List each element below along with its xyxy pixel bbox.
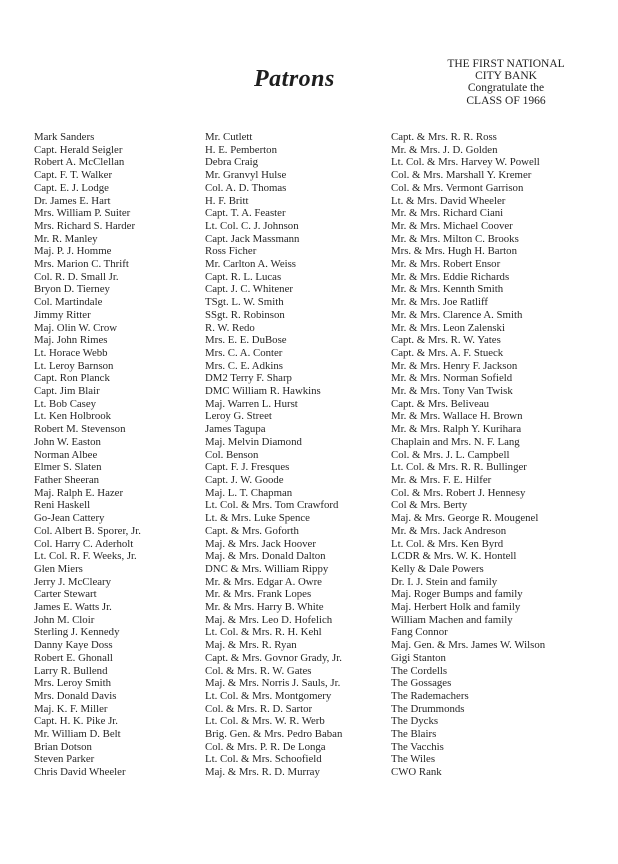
patron-name: Lt. Col. C. J. Johnson bbox=[205, 219, 299, 232]
sponsor-note-line: CITY BANK bbox=[475, 70, 537, 83]
patron-name: Capt. F. T. Walker bbox=[34, 169, 113, 182]
patron-name: Mr. & Mrs. J. D. Golden bbox=[391, 143, 498, 156]
patron-name: Capt. Herald Seigler bbox=[34, 143, 123, 156]
patron-name: Col. Albert B. Sporer, Jr. bbox=[34, 524, 141, 537]
sponsor-note-line: CLASS OF 1966 bbox=[466, 94, 546, 107]
patron-name: Maj. & Mrs. Leo D. Hofelich bbox=[205, 613, 333, 626]
patron-name: Brig. Gen. & Mrs. Pedro Baban bbox=[205, 728, 343, 741]
patron-name: Mr. & Mrs. Joe Ratliff bbox=[391, 296, 488, 309]
patron-name: H. E. Pemberton bbox=[205, 143, 277, 156]
patron-name: Mr. R. Manley bbox=[34, 232, 98, 245]
patron-name: Capt. R. L. Lucas bbox=[205, 270, 282, 283]
patron-name: Mr. & Mrs. Richard Ciani bbox=[391, 207, 504, 220]
patron-name: Mr. & Mrs. Tony Van Twisk bbox=[391, 385, 513, 398]
patron-name: Mr. Carlton A. Weiss bbox=[205, 258, 297, 271]
patron-name: Lt. Col. & Mrs. Ken Byrd bbox=[391, 537, 504, 550]
patron-name: Fang Connor bbox=[391, 626, 448, 639]
patron-name: John W. Easton bbox=[34, 435, 101, 448]
patron-name: Col. Martindale bbox=[34, 296, 103, 309]
patron-name: DM2 Terry F. Sharp bbox=[205, 372, 292, 385]
patron-name: Dr. James E. Hart bbox=[34, 194, 111, 207]
patron-name: Lt. Bob Casey bbox=[34, 397, 97, 410]
patron-name: Maj. John Rimes bbox=[34, 334, 108, 347]
patron-name: Mrs. William P. Suiter bbox=[34, 207, 131, 220]
patron-name: Kelly & Dale Powers bbox=[391, 562, 484, 575]
patron-name: Mr. & Mrs. Eddie Richards bbox=[391, 270, 510, 283]
patron-name: Capt. Ron Planck bbox=[34, 372, 110, 385]
patron-name: Robert M. Stevenson bbox=[34, 423, 126, 436]
patron-name: Father Sheeran bbox=[34, 473, 100, 486]
patron-name: Chris David Wheeler bbox=[34, 766, 126, 779]
patron-name: Lt. Ken Holbrook bbox=[34, 410, 112, 423]
patron-name: Mr. Granvyl Hulse bbox=[205, 169, 287, 182]
patron-name: Capt. H. K. Pike Jr. bbox=[34, 715, 118, 728]
page-title: Patrons bbox=[254, 66, 335, 92]
patron-name: Lt. Col. & Mrs. Montgomery bbox=[205, 689, 332, 702]
patron-name: Col. & Mrs. R. W. Gates bbox=[205, 664, 312, 677]
patron-name: Lt. & Mrs. Luke Spence bbox=[205, 512, 310, 525]
patron-name: Larry R. Bullend bbox=[34, 664, 108, 677]
patron-name: Mr. & Mrs. Norman Sofield bbox=[391, 372, 513, 385]
patron-name: Gigi Stanton bbox=[391, 651, 446, 664]
patron-name: Maj. & Mrs. Donald Dalton bbox=[205, 550, 326, 563]
sponsor-note-line: Congratulate the bbox=[467, 82, 545, 95]
patron-name: Mrs. C. E. Adkins bbox=[205, 359, 283, 372]
patron-name: Steven Parker bbox=[34, 753, 95, 766]
patron-name: Ross Ficher bbox=[205, 245, 257, 258]
patron-name: Capt. J. W. Goode bbox=[205, 473, 284, 486]
patron-name: DMC William R. Hawkins bbox=[205, 385, 321, 398]
patron-name: Reni Haskell bbox=[34, 499, 91, 512]
patron-name: Capt. & Mrs. Govnor Grady, Jr. bbox=[205, 651, 342, 664]
patron-name: Mr. & Mrs. Michael Coover bbox=[391, 219, 513, 232]
patron-list-column-1 bbox=[34, 131, 141, 779]
patron-name: TSgt. L. W. Smith bbox=[205, 296, 284, 309]
patron-name: Col. A. D. Thomas bbox=[205, 181, 287, 194]
patron-name: Maj. Gen. & Mrs. James W. Wilson bbox=[391, 639, 546, 652]
patron-name: Capt. J. C. Whitener bbox=[205, 283, 293, 296]
patron-name: Mr. & Mrs. Henry F. Jackson bbox=[391, 359, 518, 372]
patron-name: Lt. Col. & Mrs. Harvey W. Powell bbox=[391, 156, 540, 169]
patron-name: DNC & Mrs. William Rippy bbox=[205, 562, 329, 575]
patron-name: Mrs. Leroy Smith bbox=[34, 677, 112, 690]
patron-name: Lt. Horace Webb bbox=[34, 346, 108, 359]
patron-name: Lt. Col. & Mrs. W. R. Werb bbox=[205, 715, 325, 728]
patron-name: Capt. F. J. Fresques bbox=[205, 461, 290, 474]
patron-name: Col. Harry C. Aderholt bbox=[34, 537, 134, 550]
patron-name: Mr. & Mrs. Clarence A. Smith bbox=[391, 308, 523, 321]
patron-name: Bryon D. Tierney bbox=[34, 283, 110, 296]
patron-name: Maj. & Mrs. Jack Hoover bbox=[205, 537, 316, 550]
sponsor-note-line: THE FIRST NATIONAL bbox=[447, 58, 565, 70]
patron-name: Maj. & Mrs. George R. Mougenel bbox=[391, 512, 539, 525]
patron-name: Maj. & Mrs. R. Ryan bbox=[205, 639, 297, 652]
patron-name: Mr. & Mrs. Edgar A. Owre bbox=[205, 575, 322, 588]
sponsor-note bbox=[418, 58, 594, 107]
patron-name: Mr. & Mrs. Jack Andreson bbox=[391, 524, 507, 537]
patron-name: Maj. K. F. Miller bbox=[34, 702, 108, 715]
patron-name: Capt. & Mrs. Beliveau bbox=[391, 397, 490, 410]
patron-name: Capt. & Mrs. A. F. Stueck bbox=[391, 346, 504, 359]
patron-name: Mr. & Mrs. Ralph Y. Kurihara bbox=[391, 423, 522, 436]
patron-name: Mrs. & Mrs. Hugh H. Barton bbox=[391, 245, 517, 258]
patron-name: Col. & Mrs. Robert J. Hennesy bbox=[391, 486, 526, 499]
patron-name: The Rademachers bbox=[391, 689, 469, 702]
patron-name: Col. Benson bbox=[205, 448, 259, 461]
patron-name: The Gossages bbox=[391, 677, 452, 690]
patron-name: Elmer S. Slaten bbox=[34, 461, 102, 474]
patron-name: Jimmy Ritter bbox=[34, 308, 91, 321]
patron-name: John M. Cloir bbox=[34, 613, 95, 626]
patron-name: Maj. Roger Bumps and family bbox=[391, 588, 523, 601]
patron-name: Maj. Olin W. Crow bbox=[34, 321, 118, 334]
patron-name: Mr. & Mrs. Frank Lopes bbox=[205, 588, 312, 601]
patron-name: Capt. & Mrs. Goforth bbox=[205, 524, 299, 537]
patron-name: Mr. & Mrs. Wallace H. Brown bbox=[391, 410, 523, 423]
patron-name: The Dycks bbox=[391, 715, 439, 728]
patron-name: The Cordells bbox=[391, 664, 448, 677]
patron-name: Maj. Ralph E. Hazer bbox=[34, 486, 124, 499]
patron-name: Chaplain and Mrs. N. F. Lang bbox=[391, 435, 520, 448]
patron-name: Glen Miers bbox=[34, 562, 83, 575]
patron-name: Mr. & Mrs. Kennth Smith bbox=[391, 283, 504, 296]
patron-name: Mark Sanders bbox=[34, 131, 95, 143]
patron-name: Mr. & Mrs. F. E. Hilfer bbox=[391, 473, 492, 486]
patron-name: Col & Mrs. Berty bbox=[391, 499, 468, 512]
patron-name: SSgt. R. Robinson bbox=[205, 308, 285, 321]
patron-name: Dr. I. J. Stein and family bbox=[391, 575, 498, 588]
patron-name: Sterling J. Kennedy bbox=[34, 626, 120, 639]
patron-name: Lt. Col. & Mrs. R. R. Bullinger bbox=[391, 461, 527, 474]
patron-name: Mr. William D. Belt bbox=[34, 728, 121, 741]
patron-name: Maj. P. J. Homme bbox=[34, 245, 112, 258]
patron-name: Capt. & Mrs. R. W. Yates bbox=[391, 334, 501, 347]
patron-name: Carter Stewart bbox=[34, 588, 97, 601]
patron-name: Mrs. Donald Davis bbox=[34, 689, 117, 702]
patron-name: Debra Craig bbox=[205, 156, 259, 169]
patron-name: H. F. Britt bbox=[205, 194, 249, 207]
patron-name: Lt. Col. & Mrs. Tom Crawford bbox=[205, 499, 339, 512]
patron-name: Mr. & Mrs. Robert Ensor bbox=[391, 258, 501, 271]
patron-name: Robert A. McClellan bbox=[34, 156, 125, 169]
patron-name: The Blairs bbox=[391, 728, 437, 741]
patron-name: James Tagupa bbox=[205, 423, 266, 436]
patron-name: Col. & Mrs. P. R. De Longa bbox=[205, 740, 326, 753]
patron-name: Mrs. Marion C. Thrift bbox=[34, 258, 129, 271]
patron-name: Brian Dotson bbox=[34, 740, 92, 753]
patron-name: Col. & Mrs. R. D. Sartor bbox=[205, 702, 313, 715]
patron-list-column-2 bbox=[205, 131, 342, 779]
patron-name: Maj. Melvin Diamond bbox=[205, 435, 302, 448]
patron-name: Mrs. E. E. DuBose bbox=[205, 334, 287, 347]
patron-name: Mrs. Richard S. Harder bbox=[34, 219, 136, 232]
patron-name: CWO Rank bbox=[391, 766, 442, 779]
patron-name: Jerry J. McCleary bbox=[34, 575, 112, 588]
patron-name: Lt. Col. & Mrs. Schoofield bbox=[205, 753, 322, 766]
patron-name: The Wiles bbox=[391, 753, 436, 766]
patron-name: Col. & Mrs. J. L. Campbell bbox=[391, 448, 510, 461]
patron-name: Mr. & Mrs. Leon Zalenski bbox=[391, 321, 505, 334]
patron-name: Capt. E. J. Lodge bbox=[34, 181, 109, 194]
patron-name: The Drummonds bbox=[391, 702, 465, 715]
patron-name: Maj. & Mrs. R. D. Murray bbox=[205, 766, 320, 779]
patron-name: William Machen and family bbox=[391, 613, 513, 626]
patron-name: Maj. & Mrs. Norris J. Sauls, Jr. bbox=[205, 677, 341, 690]
patron-name: Capt. Jack Massmann bbox=[205, 232, 300, 245]
patron-name: Capt. Jim Blair bbox=[34, 385, 100, 398]
patron-list-column-3 bbox=[391, 131, 545, 779]
patron-name: Go-Jean Cattery bbox=[34, 512, 105, 525]
patron-name: Lt. Col. & Mrs. R. H. Kehl bbox=[205, 626, 322, 639]
patron-name: Lt. Leroy Barnson bbox=[34, 359, 114, 372]
patron-name: Capt. & Mrs. R. R. Ross bbox=[391, 131, 497, 143]
patron-name: Leroy G. Street bbox=[205, 410, 272, 423]
patron-name: James E. Watts Jr. bbox=[34, 601, 112, 614]
patron-name: Norman Albee bbox=[34, 448, 98, 461]
patron-name: Mr. & Mrs. Harry B. White bbox=[205, 601, 324, 614]
patron-name: R. W. Redo bbox=[205, 321, 255, 334]
patron-name: Mr. Cutlett bbox=[205, 131, 253, 143]
patron-name: Col. R. D. Small Jr. bbox=[34, 270, 119, 283]
patron-name: Danny Kaye Doss bbox=[34, 639, 113, 652]
patron-name: Maj. L. T. Chapman bbox=[205, 486, 293, 499]
patron-name: Maj. Herbert Holk and family bbox=[391, 601, 521, 614]
patron-name: Robert E. Ghonall bbox=[34, 651, 113, 664]
patron-name: Mr. & Mrs. Milton C. Brooks bbox=[391, 232, 519, 245]
patron-name: Mrs. C. A. Conter bbox=[205, 346, 283, 359]
patron-name: Maj. Warren L. Hurst bbox=[205, 397, 298, 410]
patron-name: The Vacchis bbox=[391, 740, 444, 753]
patron-name: Lt. Col. R. F. Weeks, Jr. bbox=[34, 550, 137, 563]
patron-name: Col. & Mrs. Marshall Y. Kremer bbox=[391, 169, 532, 182]
patron-name: Capt. T. A. Feaster bbox=[205, 207, 286, 220]
patron-name: LCDR & Mrs. W. K. Hontell bbox=[391, 550, 517, 563]
patron-name: Lt. & Mrs. David Wheeler bbox=[391, 194, 506, 207]
patron-name: Col. & Mrs. Vermont Garrison bbox=[391, 181, 524, 194]
